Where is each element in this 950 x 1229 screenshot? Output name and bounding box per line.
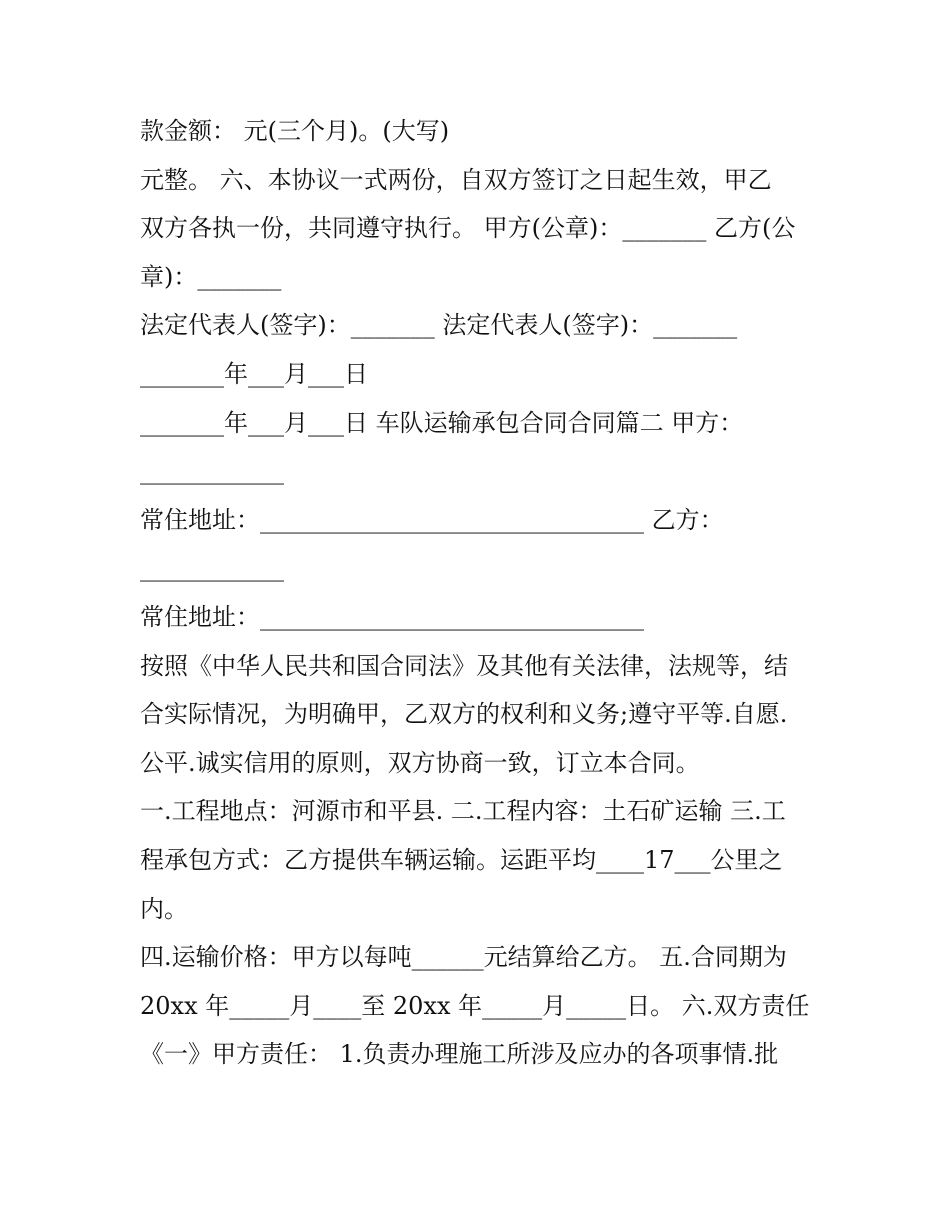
text-line: 程承包方式：乙方提供车辆运输。运距平均____17___公里之 [140, 845, 783, 874]
text-line: 合实际情况，为明确甲，乙双方的权利和义务;遵守平等.自愿. [140, 700, 788, 729]
text-line: 四.运输价格：甲方以每吨______元结算给乙方。 五.合同期为 [140, 943, 787, 972]
text-line: _______年___月___日 车队运输承包合同合同篇二 甲方： [140, 408, 744, 437]
text-line: 按照《中华人民共和国合同法》及其他有关法律，法规等，结 [140, 651, 788, 680]
text-line: 20xx 年_____月____至 20xx 年_____月_____日。 六.双方责任 [140, 991, 810, 1020]
text-line: 常住地址：________________________________ 乙方： [140, 505, 724, 534]
text-line: ____________ [140, 457, 284, 486]
text-line: ____________ [140, 554, 284, 583]
text-line: 双方各执一份，共同遵守执行。 甲方(公章)：_______ 乙方(公 [140, 214, 796, 243]
text-line: 法定代表人(签字)：_______ 法定代表人(签字)：_______ [140, 311, 738, 340]
text-line: _______年___月___日 [140, 359, 368, 388]
text-line: 款金额： 元(三个月)。(大写) [140, 117, 450, 145]
text-line: 内。 [140, 894, 188, 923]
text-line: 《一》甲方责任： 1.负责办理施工所涉及应办的各项事情.批 [140, 1040, 779, 1069]
text-line: 公平.诚实信用的原则，双方协商一致，订立本合同。 [140, 748, 700, 777]
text-line: 常住地址：________________________________ [140, 602, 644, 631]
document-body [140, 107, 820, 1079]
text-line: 元整。 六、本协议一式两份，自双方签订之日起生效，甲乙 [140, 165, 772, 194]
text-line: 章)：_______ [140, 262, 282, 291]
text-line: 一.工程地点：河源市和平县. 二.工程内容：土石矿运输 三.工 [140, 797, 786, 826]
